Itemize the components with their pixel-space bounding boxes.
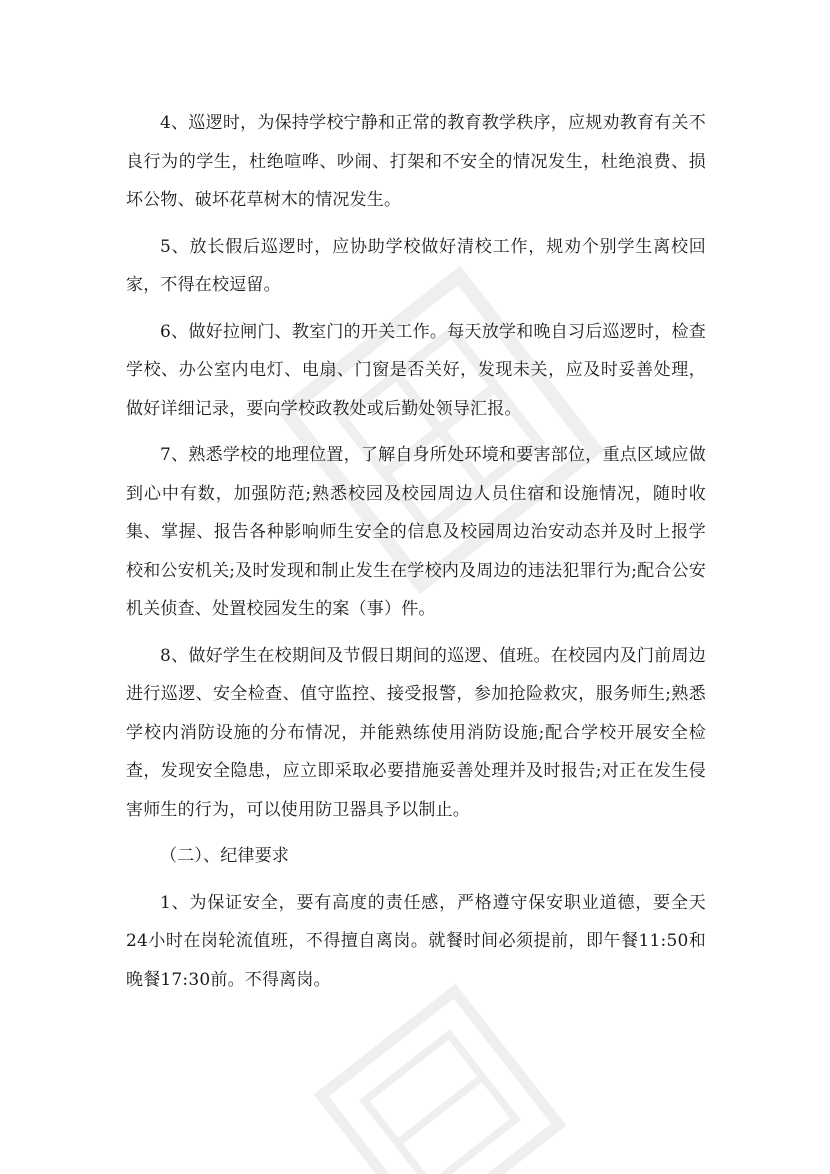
watermark-mark bbox=[300, 970, 581, 1174]
paragraph-item-5: 5、放长假后巡逻时，应协助学校做好清校工作，规劝个别学生离校回家，不得在校逗留。 bbox=[126, 236, 706, 295]
paragraph-item-4: 4、巡逻时，为保持学校宁静和正常的教育教学秩序，应规劝教育有关不良行为的学生，杜绝喧哗、吵闹、打架和不安全的情况发生，杜绝浪费、损坏公物、破坏花草树木的情况发生。 bbox=[126, 113, 706, 210]
document-body bbox=[126, 104, 706, 999]
paragraph-item-7: 7、熟悉学校的地理位置，了解自身所处环境和要害部位，重点区域应做到心中有数，加强防范;熟悉校园及校园周边人员住宿和设施情况，随时收集、掌握、报告各种影响师生安全的信息及校园周边治安动态并及时上报学校和公安机关;及时发现和制止发生在学校内及周边的违法犯罪行为;配合公安机关侦查、处置校园发生的案（事）件。 bbox=[126, 445, 706, 619]
paragraph-item-6: 6、做好拉闸门、教室门的开关工作。每天放学和晚自习后巡逻时，检查学校、办公室内电灯、电扇、门窗是否关好，发现未关，应及时妥善处理，做好详细记录，要向学校政教处或后勤处领导汇报。 bbox=[126, 321, 706, 419]
paragraph-discipline-1: 1、为保证安全，要有高度的责任感，严格遵守保安职业道德，要全天24小时在岗轮流值班，不得擅自离岗。就餐时间必须提前，即午餐11:50和晚餐17:30前。不得离岗。 bbox=[126, 892, 706, 990]
section-heading-discipline: （二）、纪律要求 bbox=[160, 846, 290, 866]
paragraph-item-8: 8、做好学生在校期间及节假日期间的巡逻、值班。在校园内及门前周边进行巡逻、安全检查、值守监控、接受报警，参加抢险救灾，服务师生;熟悉学校内消防设施的分布情况，并能熟练使用消防设施;配合学校开展安全检查，发现安全隐患，应立即采取必要措施妥善处理并及时报告;对正在发生侵害师生的行为，可以使用防卫器具予以制止。 bbox=[126, 645, 706, 820]
